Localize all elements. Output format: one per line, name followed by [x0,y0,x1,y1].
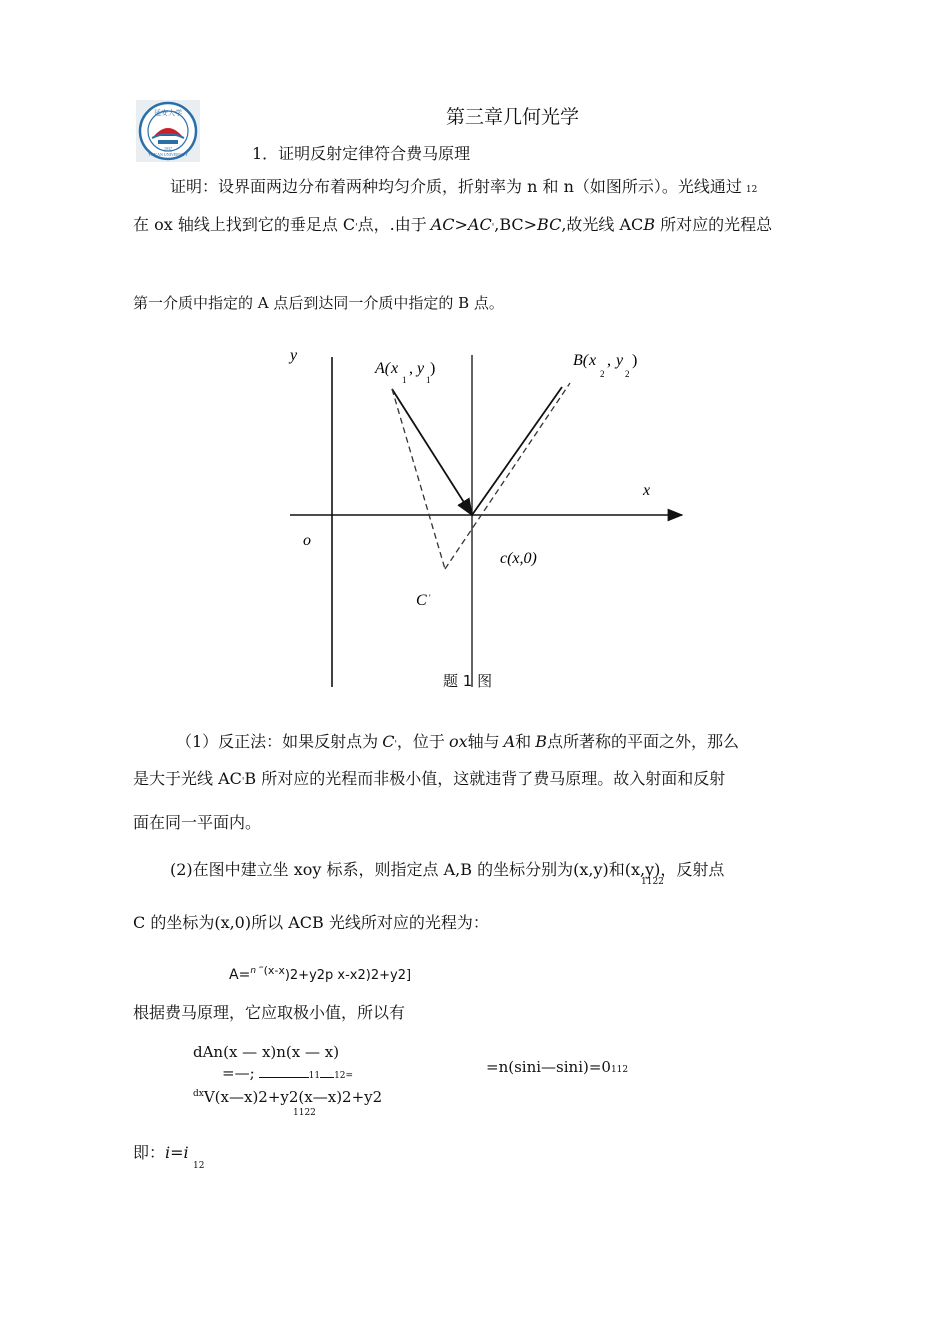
label-a-open: A( [375,360,391,377]
proof-line-2: 在 ox 轴线上找到它的垂足点 C'点，.由于 AC>AC',BC>BC,故光线 ACB 所对应的光程总 [133,215,773,234]
part1-line-1: （1）反正法：如果反射点为 C'，位于 ox轴与 A和 B点所著称的平面之外，那么 [176,732,739,751]
dashed-path-a-c-prime [392,389,445,569]
derivative-denominator [193,1088,382,1106]
svg-text:': ' [429,593,431,603]
proof-line-2-f: ,故光线 AC [561,215,644,234]
derivative-eq: =—; [222,1064,255,1082]
derivative-sub2: 12= [334,1071,354,1081]
proof-line-2-d: ,BC> [494,215,538,234]
label-b-x: x [589,352,597,369]
part2-line-1: (2)在图中建立坐 xoy 标系，则指定点 A,B 的坐标分别为(x,y)和(x,y)，反射点 [170,860,725,879]
formula-body: (x-x [263,964,285,977]
derivative-numerator: dAn(x — x)n(x — x) [193,1043,340,1061]
dashed-path-c-prime-b [445,383,570,569]
proof-line-3: 第一介质中指定的 A 点后到达同一介质中指定的 B 点。 [133,294,504,312]
derivative-dx: dx [193,1089,204,1099]
proof-line-2-h: 所对应的光程总 [655,215,773,234]
svg-text:,: , [607,352,611,369]
part1-text-d: 和 [515,732,532,751]
part1-c: C [382,732,395,751]
part1-b: B [535,732,547,751]
problem-heading: 1．证明反射定律符合费马原理 [252,144,471,163]
label-y: y [290,347,298,364]
conclusion-label: 即： [133,1143,166,1162]
proof-line-2-g: B [643,215,656,234]
derivative-result-text: =n(sini—sini)=0 [486,1058,611,1076]
fermat-sentence: 根据费马原理，它应取极小值，所以有 [133,1003,406,1022]
svg-text:,: , [409,360,413,377]
figure-caption: 题 1 图 [443,672,493,690]
part1-line-2-b: B 所对应的光程而非极小值，这就违背了费马原理。故入射面和反射 [244,769,726,788]
proof-line-1-sub: 12 [745,185,758,195]
label-b-y: y [616,352,624,369]
conclusion-sub: 12 [193,1161,205,1171]
derivative-result [486,1058,628,1076]
logo-emblem-icon [136,100,200,162]
svg-text:): ) [430,360,436,377]
part1-text-a: （1）反正法：如果反射点为 [176,732,379,751]
derivative-middle [222,1064,353,1082]
part1-text-c: 轴与 [467,732,500,751]
part1-line-2-a: 是大于光线 AC [133,769,242,788]
label-b-open: B( [573,352,589,369]
label-c-prime: C [416,592,427,609]
label-b-sub1: 2 [600,369,605,379]
formula-lhs: A= [229,967,251,983]
derivative-sub1: 11 [308,1071,321,1081]
label-o: o [303,532,311,549]
label-point-b [573,352,637,379]
proof-line-2-c: AC>AC [430,215,492,234]
proof-line-1 [170,174,757,197]
formula-tail: )2+y2p x-x2)2+y2] [284,968,412,983]
conclusion-eq: i=i [165,1143,189,1162]
part2-line-1-sub: 1122 [641,877,664,887]
diagram-svg [270,335,700,695]
incident-ray [392,389,472,515]
label-c-point: c(x,0) [500,550,537,567]
part1-ox: ox [448,732,468,751]
university-logo [136,100,200,162]
proof-line-2-b: 点，.由于 [357,215,427,234]
label-a-sub2: 1 [426,375,431,385]
path-length-formula: A=$^{n ‴(x-x}$)2+y2p x-x2)2+y2] [229,964,412,983]
derivative-result-sub: 112 [610,1065,629,1075]
derivative-denominator-sub: 1122 [293,1108,316,1118]
part2-line-2: C 的坐标为(x,0)所以 ACB 光线所对应的光程为： [133,913,489,932]
label-b-sub2: 2 [625,369,630,379]
proof-line-2-e: BC [537,215,562,234]
logo-bottom-text: YAN'AN UNIVERSITY [148,152,188,157]
part1-text-b: ，位于 [396,732,445,751]
part1-text-e: 点所著称的平面之外，那么 [546,732,739,751]
logo-year: 1937 [164,146,172,151]
label-point-a [374,360,435,385]
svg-text:): ) [632,352,638,369]
proof-line-2-a: 在 ox 轴线上找到它的垂足点 C [133,215,356,234]
label-x: x [643,482,651,499]
part1-a: A [503,732,516,751]
label-a-y: y [417,360,425,377]
proof-line-1-text: 证明：设界面两边分布着两种均匀介质，折射率为 n 和 n（如图所示）。光线通过 [170,177,742,196]
reflected-ray [472,387,562,515]
part1-line-2: 是大于光线 AC'B 所对应的光程而非极小值，这就违背了费马原理。故入射面和反射 [133,769,726,788]
logo-top-text: 延安大学 [154,109,182,117]
label-a-x: x [391,360,399,377]
label-a-sub1: 1 [402,375,407,385]
conclusion [133,1140,189,1163]
derivative-denominator-text: V(x—x)2+y2(x—x)2+y2 [203,1088,383,1106]
reflection-diagram [270,335,700,695]
page-title: 第三章几何光学 [446,106,580,128]
part1-line-3: 面在同一平面内。 [133,813,262,832]
